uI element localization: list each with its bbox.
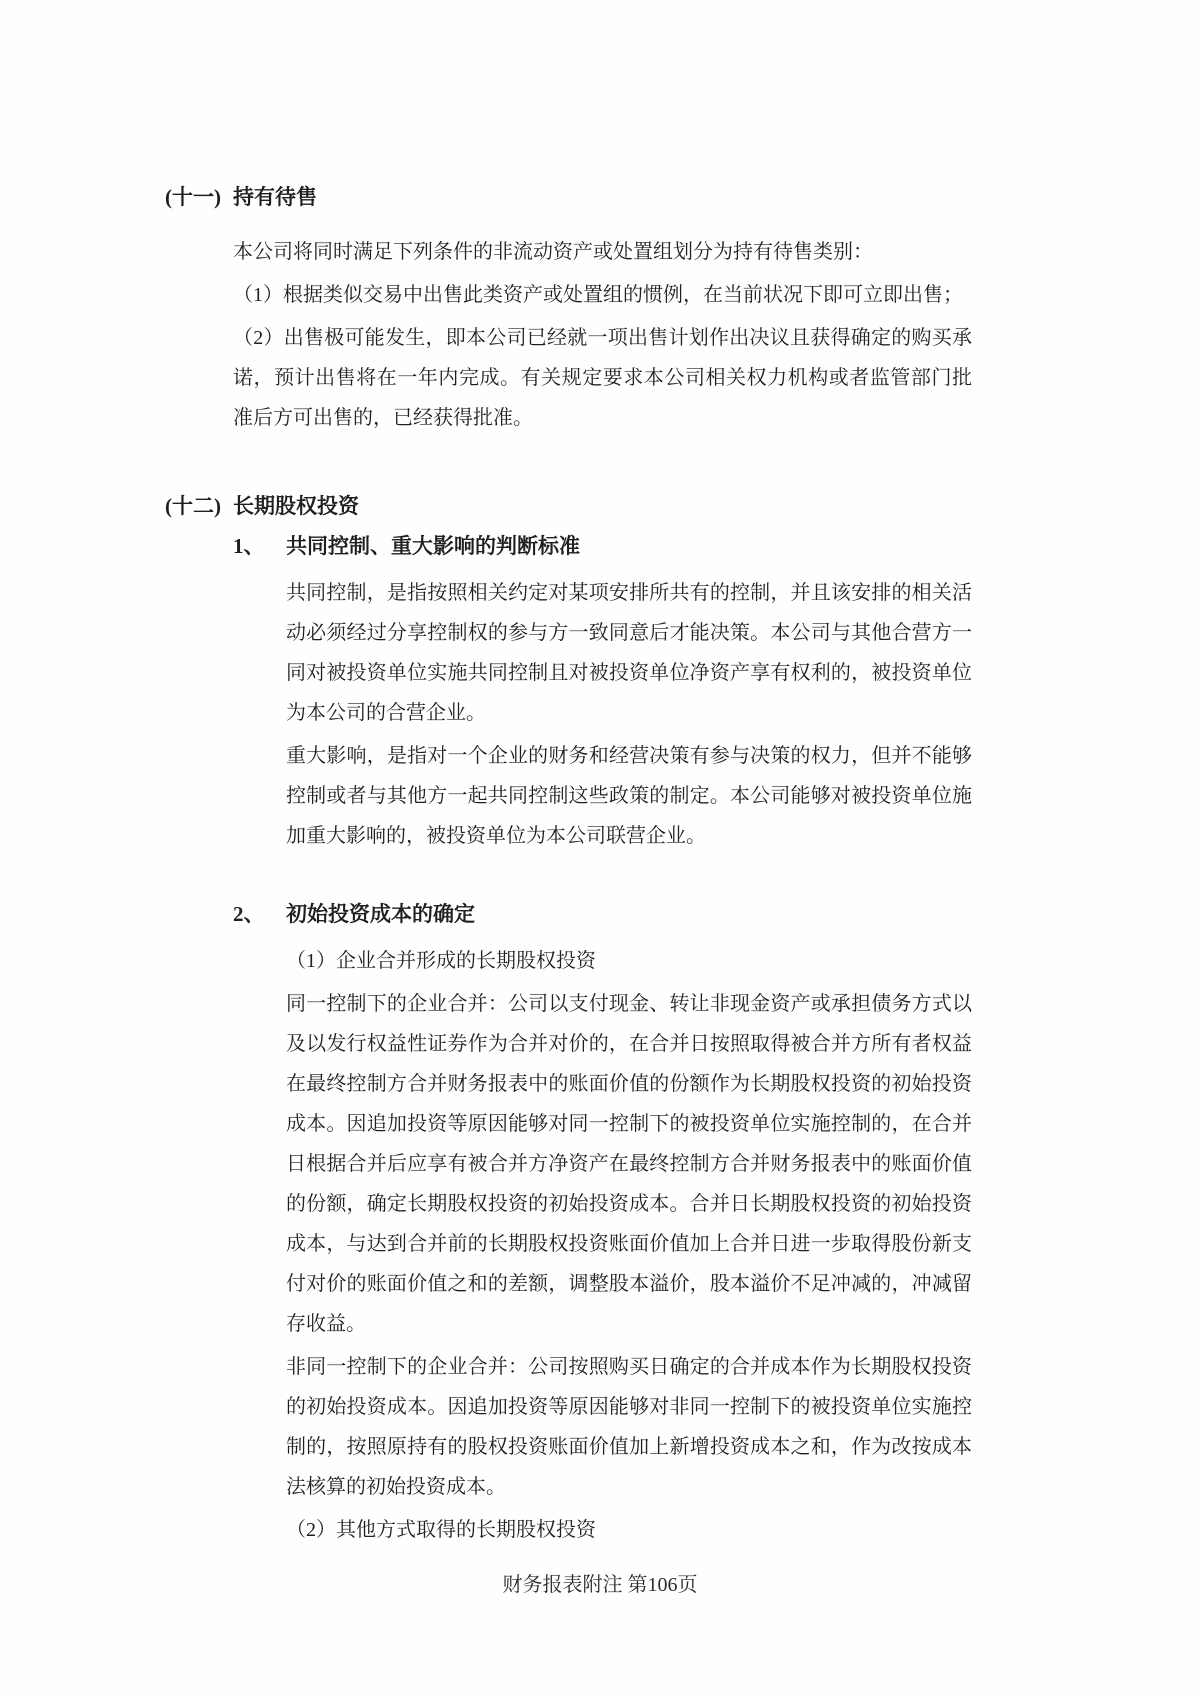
subsection-number-1: 1、 (233, 534, 265, 558)
section-label-12: (十二) (165, 494, 221, 518)
section-long-term-equity-investment (165, 493, 972, 1553)
subsection-body-1 (286, 533, 972, 859)
section-label-11: (十一) (165, 185, 221, 209)
page-footer: 财务报表附注 第106页 (502, 1574, 698, 1596)
section-title-held-for-sale: 持有待售 (233, 185, 317, 209)
paragraph-joint-control-definition: 共同控制，是指按照相关约定对某项安排所共有的控制，并且该安排的相关活动必须经过分享控制权的参与方一致同意后才能决策。本公司与其他合营方一同对被投资单位实施共同控制且对被投资单位净资产享有权利的，被投资单位为本公司的合营企业。 (286, 582, 972, 724)
section-body-12 (233, 493, 972, 1553)
paragraph-held-for-sale-condition-2: （2）出售极可能发生，即本公司已经就一项出售计划作出决议且获得确定的购买承诺，预计出售将在一年内完成。有关规定要求本公司相关权力机构或者监管部门批准后方可出售的，已经获得批准。 (233, 327, 972, 429)
paragraph-held-for-sale-condition-1: （1）根据类似交易中出售此类资产或处置组的惯例，在当前状况下即可立即出售； (233, 284, 963, 306)
subsection-body-2 (286, 901, 972, 1553)
section-title-long-term-equity-investment: 长期股权投资 (233, 494, 359, 518)
section-held-for-sale (165, 184, 972, 441)
paragraph-significant-influence-definition: 重大影响，是指对一个企业的财务和经营决策有参与决策的权力，但并不能够控制或者与其他方一起共同控制这些政策的制定。本公司能够对被投资单位施加重大影响的，被投资单位为本公司联营企业。 (286, 745, 972, 847)
subsection-joint-control-criteria (233, 533, 972, 859)
paragraph-other-acquisition-heading: （2）其他方式取得的长期股权投资 (286, 1519, 596, 1541)
paragraph-non-same-control-combination: 非同一控制下的企业合并：公司按照购买日确定的合并成本作为长期股权投资的初始投资成本。因追加投资等原因能够对非同一控制下的被投资单位实施控制的，按照原持有的股权投资账面价值加上新增投资成本之和，作为改按成本法核算的初始投资成本。 (286, 1356, 972, 1498)
paragraph-same-control-combination: 同一控制下的企业合并：公司以支付现金、转让非现金资产或承担债务方式以及以发行权益性证券作为合并对价的，在合并日按照取得被合并方所有者权益在最终控制方合并财务报表中的账面价值的份额作为长期股权投资的初始投资成本。因追加投资等原因能够对同一控制下的被投资单位实施控制的，在合并日根据合并后应享有被合并方净资产在最终控制方合并财务报表中的账面价值的份额，确定长期股权投资的初始投资成本。合并日长期股权投资的初始投资成本，与达到合并前的长期股权投资账面价值加上合并日进一步取得股份新支付对价的账面价值之和的差额，调整股本溢价，股本溢价不足冲减的，冲减留存收益。 (286, 993, 972, 1335)
paragraph-business-combination-heading: （1）企业合并形成的长期股权投资 (286, 950, 596, 972)
subsection-title-joint-control-criteria: 共同控制、重大影响的判断标准 (286, 534, 580, 558)
subsection-title-initial-investment-cost: 初始投资成本的确定 (286, 902, 475, 926)
subsection-initial-investment-cost (233, 901, 972, 1553)
paragraph-held-for-sale-intro: 本公司将同时满足下列条件的非流动资产或处置组划分为持有待售类别： (233, 241, 873, 263)
section-body-11 (233, 184, 972, 441)
subsection-number-2: 2、 (233, 902, 265, 926)
